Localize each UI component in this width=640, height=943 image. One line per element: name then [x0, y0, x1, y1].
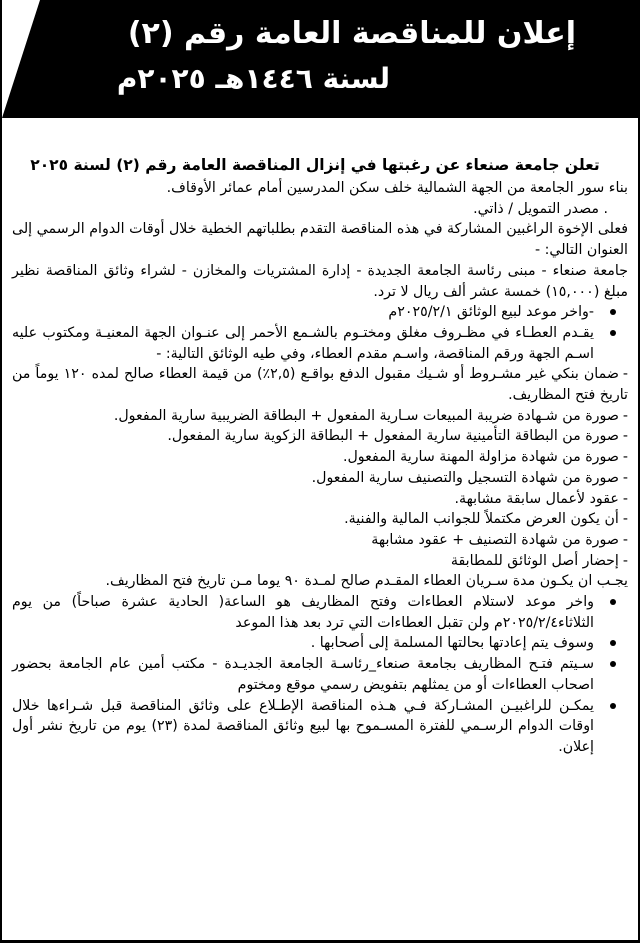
dash-marker: - [622, 552, 628, 569]
document-text: صورة من شهادة التصنيف + عقود مشابهة [371, 531, 619, 548]
dash-marker: - [622, 407, 628, 424]
dash-marker: - [622, 531, 628, 548]
list-item-document-review: يمكـن للراغبيـن المشـاركة فـي هـذه المناقصة الإطـلاع على وثائق المناقصة قبل شـراءها خلال اوقات الدوام الرسـمي للفترة المسـموح بها لبيع وثائق المناقصة لمدة (٢٣) يوم من تاريخ نشر أول إعلان. [12, 696, 628, 758]
announcement-header [2, 0, 638, 118]
announcement-body [2, 118, 638, 758]
dash-marker: - [622, 511, 628, 528]
list-item-document [12, 530, 628, 551]
header-slant-decoration [2, 0, 40, 118]
list-item-document [12, 406, 628, 427]
list-item-document [12, 468, 628, 489]
announcement-year: لسنة ١٤٤٦هـ ٢٠٢٥م [116, 62, 390, 95]
document-text: عقود لأعمال سابقة مشابهة. [454, 490, 619, 507]
announcement-subtitle: تعلن جامعة صنعاء عن رغبتها في إنزال المناقصة العامة رقم (٢) لسنة ٢٠٢٥ [30, 156, 600, 174]
list-item-late-bids-returned: وسوف يتم إعادتها بحالتها المسلمة إلى أصحابها . [12, 633, 628, 654]
bidder-invitation: فعلى الإخوة الراغبين المشاركة في هذه المناقصة التقدم بطلباتهم الخطية خلال أوقات الدوام الرسمي إلى العنوان التالي: - [12, 221, 628, 259]
dash-marker: - [622, 469, 628, 486]
list-item-opening-deadline: واخر موعد لاستلام العطاءات وفتح المظاريف هو الساعة( الحادية عشرة صباحاً) من يوم الثلاثاء٢٠٢٥/٢/٤م ولن تقبل العطاءات التي ترد بعد هذا الموعد [12, 592, 628, 633]
list-item-document [12, 551, 628, 572]
dash-marker: - [622, 428, 628, 445]
list-item-document [12, 426, 628, 447]
announcement-title: إعلان للمناقصة العامة رقم (٢) [127, 16, 576, 51]
list-item-document [12, 509, 628, 530]
dash-marker: - [622, 449, 628, 466]
list-item-submission-method: يقـدم العطـاء في مظـروف مغلق ومختـوم بالشـمع الأحمر إلى عنـوان الجهة المعنيـة ومكتوب عليه اسـم الجهة ورقم المناقصة، واسـم مقدم العطاء، وفي طيه الوثائق التالية: - [12, 323, 628, 364]
document-text: ضمان بنكي غير مشـروط أو شـيك مقبول الدفع بواقـع (٢,٥٪) من قيمة العطاء صالح لمده ١٢٠ يوماً من تاريخ فتح المظاريف. [12, 366, 628, 404]
purchase-address: جامعة صنعاء - مبنى رئاسة الجامعة الجديدة - إدارة المشتريات والمخازن - لشراء وثائق المناقصة نظير مبلغ (١٥,٠٠٠) خمسة عشر ألف ريال لا ترد. [12, 262, 628, 300]
document-text: صورة من شهادة مزاولة المهنة سارية المفعول. [342, 449, 619, 466]
list-item-document [12, 364, 628, 405]
bid-validity-note: يجـب ان يكـون مدة سـريان العطاء المقـدم صالح لمـدة ٩٠ يوما مـن تاريخ فتح المظاريف. [105, 573, 628, 590]
list-item-sale-deadline: -واخر موعد لبيع الوثائق ٢٠٢٥/٢/١م [12, 302, 628, 323]
list-item-document [12, 447, 628, 468]
dash-marker: - [622, 366, 628, 383]
document-text: أن يكون العرض مكتملاً للجوانب المالية والفنية. [344, 511, 619, 528]
list-item-document [12, 489, 628, 510]
dash-marker: - [622, 490, 628, 507]
project-description: بناء سور الجامعة من الجهة الشمالية خلف سكن المدرسين أمام عمائر الأوقاف. [166, 180, 628, 196]
funding-source: . مصدر التمويل / ذاتي. [473, 200, 608, 217]
document-text: إحضار أصل الوثائق للمطابقة [450, 552, 619, 569]
list-item-opening-location: سـيتم فتـح المظاريف بجامعة صنعاء_رئاسـة الجامعة الجديـدة - مكتب أمين عام الجامعة بحضور اصحاب العطاءات أو من يمثلهم بتفويض رسمي موقع ومختوم [12, 654, 628, 695]
document-text: صورة من البطاقة التأمينية سارية المفعول + البطاقة الزكوية سارية المفعول. [167, 428, 619, 445]
document-text: صورة من شهادة التسجيل والتصنيف سارية المفعول. [311, 469, 619, 486]
document-text: صورة من شـهادة ضريبة المبيعات سـارية المفعول + البطاقة الضريبية سارية المفعول. [113, 407, 619, 424]
